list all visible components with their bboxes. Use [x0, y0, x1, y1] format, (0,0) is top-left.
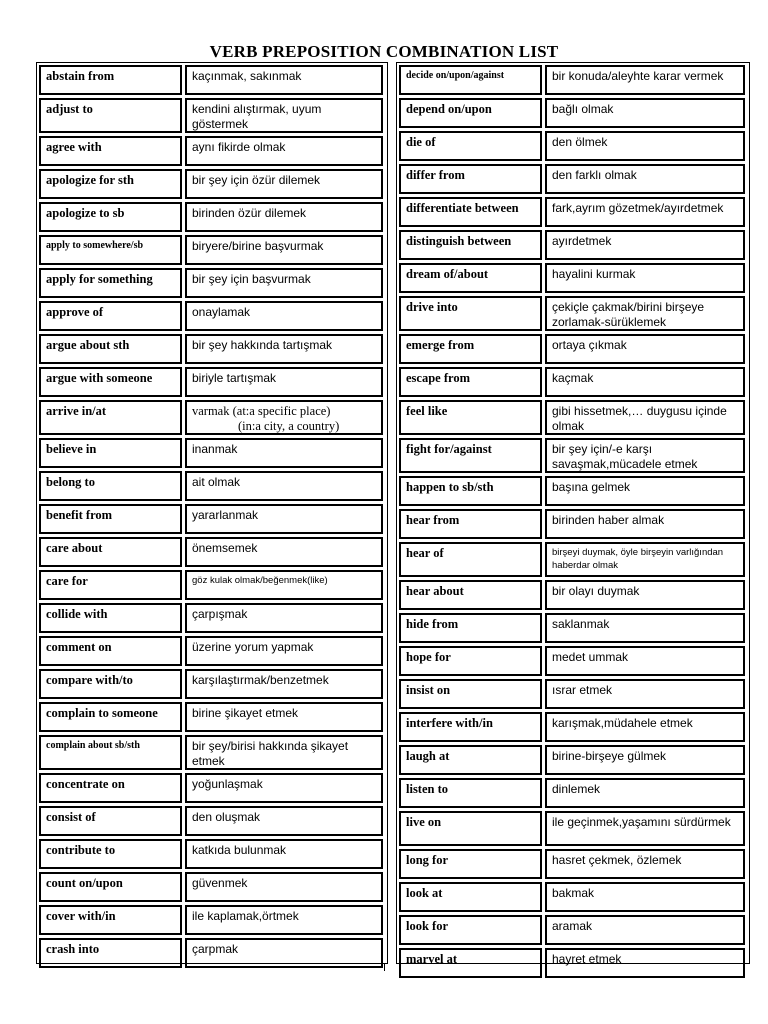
meaning-cell: karışmak,müdahele etmek [545, 712, 745, 742]
meaning-cell: inanmak [185, 438, 383, 468]
table-row [399, 915, 747, 945]
meaning-cell: hayalini kurmak [545, 263, 745, 293]
table-row [399, 811, 747, 846]
meaning-cell: dinlemek [545, 778, 745, 808]
meaning-cell: bir şey için/-e karşı savaşmak,mücadele etmek [545, 438, 745, 473]
meaning-cell: karşılaştırmak/benzetmek [185, 669, 383, 699]
verb-cell: consist of [39, 806, 182, 836]
meaning-cell: fark,ayrım gözetmek/ayırdetmek [545, 197, 745, 227]
meaning-cell: hasret çekmek, özlemek [545, 849, 745, 879]
verb-cell: look for [399, 915, 542, 945]
verb-cell: feel like [399, 400, 542, 435]
meaning-cell: güvenmek [185, 872, 383, 902]
meaning-cell: den farklı olmak [545, 164, 745, 194]
table-row [39, 471, 385, 501]
table-row [399, 712, 747, 742]
verb-cell: hear from [399, 509, 542, 539]
meaning-cell: çekiçle çakmak/birini birşeye zorlamak-sürüklemek [545, 296, 745, 331]
verb-cell: care for [39, 570, 182, 600]
verb-cell: live on [399, 811, 542, 846]
meaning-cell: bir şey için özür dilemek [185, 169, 383, 199]
table-row [399, 476, 747, 506]
table-row [399, 542, 747, 577]
verb-cell: listen to [399, 778, 542, 808]
verb-cell: fight for/against [399, 438, 542, 473]
meaning-cell: kendini alıştırmak, uyum göstermek [185, 98, 383, 133]
meaning-cell: bir şey hakkında tartışmak [185, 334, 383, 364]
verb-cell: differ from [399, 164, 542, 194]
table-row [399, 98, 747, 128]
table-row [39, 65, 385, 95]
verb-cell: escape from [399, 367, 542, 397]
verb-cell: crash into [39, 938, 182, 968]
meaning-cell: hayret etmek [545, 948, 745, 978]
verb-cell: apologize for sth [39, 169, 182, 199]
table-row [39, 367, 385, 397]
meaning-cell: saklanmak [545, 613, 745, 643]
table-row [39, 603, 385, 633]
verb-cell: argue with someone [39, 367, 182, 397]
verb-cell: apply for something [39, 268, 182, 298]
verb-cell: dream of/about [399, 263, 542, 293]
verb-cell: long for [399, 849, 542, 879]
meaning-cell: birine-birşeye gülmek [545, 745, 745, 775]
verb-cell: laugh at [399, 745, 542, 775]
meaning-cell: kaçınmak, sakınmak [185, 65, 383, 95]
table-row [39, 268, 385, 298]
meaning-cell: bakmak [545, 882, 745, 912]
table-row [39, 773, 385, 803]
verb-cell: compare with/to [39, 669, 182, 699]
table-row [399, 197, 747, 227]
meaning-cell: onaylamak [185, 301, 383, 331]
table-row [39, 136, 385, 166]
table-row [39, 669, 385, 699]
table-row [39, 839, 385, 869]
table-row [39, 938, 385, 968]
meaning-cell: aynı fikirde olmak [185, 136, 383, 166]
table-row [399, 400, 747, 435]
table-row [399, 230, 747, 260]
verb-cell: argue about sth [39, 334, 182, 364]
verb-cell: apologize to sb [39, 202, 182, 232]
verb-cell: happen to sb/sth [399, 476, 542, 506]
meaning-cell: ile kaplamak,örtmek [185, 905, 383, 935]
table-row [399, 131, 747, 161]
table-row [39, 905, 385, 935]
verb-cell: cover with/in [39, 905, 182, 935]
meaning-cell: ait olmak [185, 471, 383, 501]
verb-cell: agree with [39, 136, 182, 166]
table-row [39, 334, 385, 364]
meaning-cell: bir konuda/aleyhte karar vermek [545, 65, 745, 95]
meaning-cell: den ölmek [545, 131, 745, 161]
table-row [399, 164, 747, 194]
verb-cell: hear about [399, 580, 542, 610]
verb-cell: complain to someone [39, 702, 182, 732]
table-row [399, 948, 747, 978]
table-row [39, 98, 385, 133]
meaning-cell: bir olayı duymak [545, 580, 745, 610]
verb-cell: look at [399, 882, 542, 912]
verb-cell: die of [399, 131, 542, 161]
table-row [39, 872, 385, 902]
verb-cell: differentiate between [399, 197, 542, 227]
verb-cell: complain about sb/sth [39, 735, 182, 770]
meaning-cell: yararlanmak [185, 504, 383, 534]
table-row [39, 504, 385, 534]
table-row [399, 438, 747, 473]
meaning-cell: katkıda bulunmak [185, 839, 383, 869]
table-row [399, 778, 747, 808]
table-row [399, 296, 747, 331]
meaning-cell: birine şikayet etmek [185, 702, 383, 732]
meaning-cell: aramak [545, 915, 745, 945]
table-row [399, 509, 747, 539]
verb-cell: abstain from [39, 65, 182, 95]
verb-cell: arrive in/at [39, 400, 182, 435]
table-row [39, 235, 385, 265]
divider-mark [384, 963, 385, 971]
meaning-cell: ortaya çıkmak [545, 334, 745, 364]
table-row [39, 400, 385, 435]
verb-cell: decide on/upon/against [399, 65, 542, 95]
verb-cell: interfere with/in [399, 712, 542, 742]
page-title: VERB PREPOSITION COMBINATION LIST [209, 42, 559, 61]
meaning-cell: ayırdetmek [545, 230, 745, 260]
verb-cell: distinguish between [399, 230, 542, 260]
meaning-cell: biryere/birine başvurmak [185, 235, 383, 265]
table-row [399, 882, 747, 912]
table-row [399, 334, 747, 364]
meaning-cell: bir şey/birisi hakkında şikayet etmek [185, 735, 383, 770]
meaning-cell: çarpışmak [185, 603, 383, 633]
verb-cell: count on/upon [39, 872, 182, 902]
verb-cell: believe in [39, 438, 182, 468]
verb-cell: depend on/upon [399, 98, 542, 128]
left-column [36, 62, 388, 964]
meaning-cell: biriyle tartışmak [185, 367, 383, 397]
meaning-cell: çarpmak [185, 938, 383, 968]
verb-cell: approve of [39, 301, 182, 331]
verb-cell: comment on [39, 636, 182, 666]
meaning-cell [185, 400, 383, 435]
meaning-cell: den oluşmak [185, 806, 383, 836]
meaning-cell: bağlı olmak [545, 98, 745, 128]
verb-cell: drive into [399, 296, 542, 331]
table-row [399, 580, 747, 610]
table-row [39, 702, 385, 732]
table-row [39, 537, 385, 567]
verb-cell: belong to [39, 471, 182, 501]
verb-cell: apply to somewhere/sb [39, 235, 182, 265]
verb-cell: benefit from [39, 504, 182, 534]
meaning-cell: gibi hissetmek,… duygusu içinde olmak [545, 400, 745, 435]
table-row [39, 169, 385, 199]
verb-cell: adjust to [39, 98, 182, 133]
table-row [39, 301, 385, 331]
table-row [399, 65, 747, 95]
meaning-cell: kaçmak [545, 367, 745, 397]
table-row [39, 735, 385, 770]
table-row [399, 646, 747, 676]
meaning-cell: başına gelmek [545, 476, 745, 506]
verb-cell: hope for [399, 646, 542, 676]
verb-cell: marvel at [399, 948, 542, 978]
meaning-cell: ile geçinmek,yaşamını sürdürmek [545, 811, 745, 846]
meaning-cell: ısrar etmek [545, 679, 745, 709]
verb-cell: insist on [399, 679, 542, 709]
table-row [399, 849, 747, 879]
meaning-cell: üzerine yorum yapmak [185, 636, 383, 666]
meaning-cell: birşeyi duymak, öyle birşeyin varlığından haberdar olmak [545, 542, 745, 577]
table-row [399, 745, 747, 775]
verb-cell: collide with [39, 603, 182, 633]
verb-cell: contribute to [39, 839, 182, 869]
table-row [39, 570, 385, 600]
right-column [396, 62, 750, 964]
table-row [399, 679, 747, 709]
table-row [39, 202, 385, 232]
verb-cell: care about [39, 537, 182, 567]
meaning-cell: birinden haber almak [545, 509, 745, 539]
table-row [399, 613, 747, 643]
table-row [39, 636, 385, 666]
meaning-line: (in:a city, a country) [238, 419, 340, 433]
meaning-cell: göz kulak olmak/beğenmek(like) [185, 570, 383, 600]
table-row [39, 806, 385, 836]
meaning-line: varmak (at:a specific place) [192, 404, 331, 418]
table-row [399, 367, 747, 397]
table-row [39, 438, 385, 468]
verb-cell: emerge from [399, 334, 542, 364]
meaning-cell: bir şey için başvurmak [185, 268, 383, 298]
verb-cell: hide from [399, 613, 542, 643]
meaning-cell: medet ummak [545, 646, 745, 676]
meaning-cell: birinden özür dilemek [185, 202, 383, 232]
verb-cell: hear of [399, 542, 542, 577]
meaning-cell: yoğunlaşmak [185, 773, 383, 803]
verb-cell: concentrate on [39, 773, 182, 803]
table-row [399, 263, 747, 293]
meaning-cell: önemsemek [185, 537, 383, 567]
